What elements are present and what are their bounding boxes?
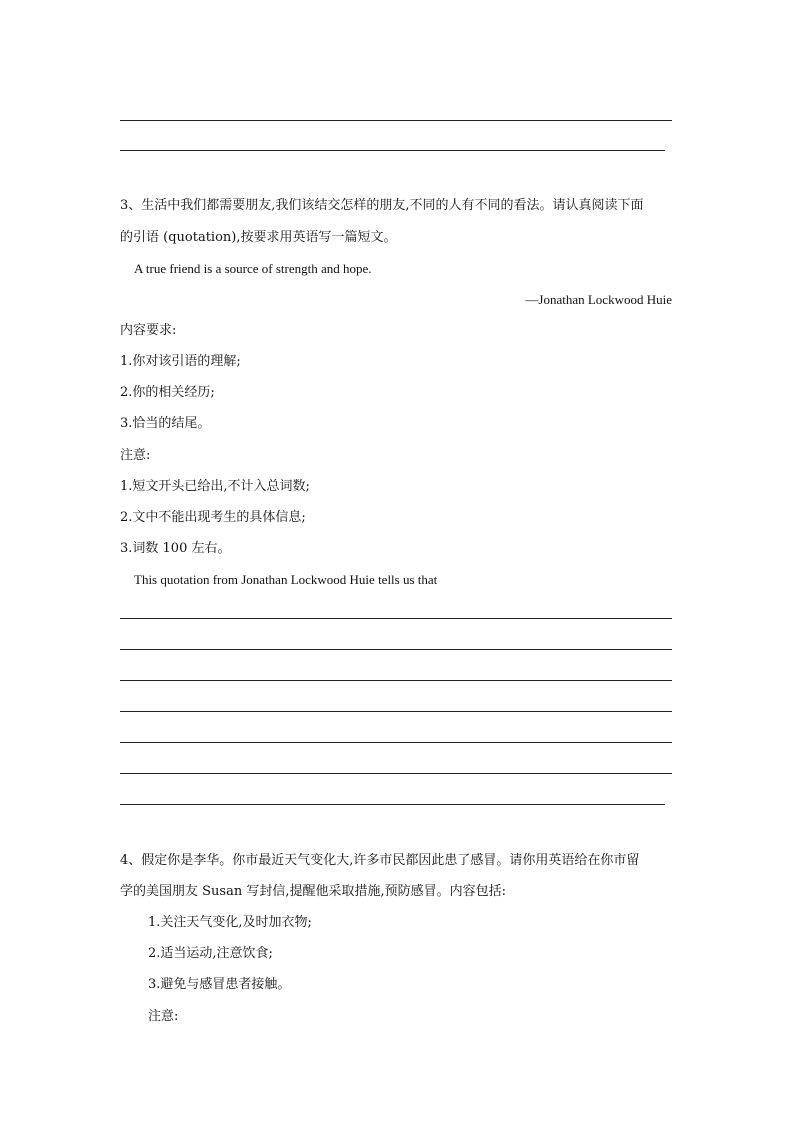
content-requirement-item: 1.你对该引语的理解; (120, 354, 241, 369)
content-requirement-item: 3.恰当的结尾。 (120, 416, 211, 431)
note-item: 2.文中不能出现考生的具体信息; (120, 510, 306, 525)
answer-line[interactable] (120, 150, 665, 151)
answer-line[interactable] (120, 804, 665, 805)
note-item: 3.词数 100 左右。 (120, 541, 231, 556)
question-3-prompt-line1: 3、生活中我们都需要朋友,我们该结交怎样的朋友,不同的人有不同的看法。请认真阅读下面 (120, 198, 644, 213)
answer-line[interactable] (120, 711, 672, 712)
quotation-attribution: —Jonathan Lockwood Huie (525, 292, 672, 307)
question-4-prompt-line2: 学的美国朋友 Susan 写封信,提醒他采取措施,预防感冒。内容包括: (120, 884, 506, 899)
content-requirement-item: 2.你的相关经历; (120, 385, 215, 400)
note-item: 1.短文开头已给出,不计入总词数; (120, 479, 310, 494)
answer-line[interactable] (120, 649, 672, 650)
notes-heading: 注意: (148, 1009, 179, 1024)
question-4-prompt-line1: 4、假定你是李华。你市最近天气变化大,许多市民都因此患了感冒。请你用英语给在你市留 (120, 853, 640, 868)
answer-line[interactable] (120, 120, 672, 121)
notes-heading: 注意: (120, 448, 151, 463)
essay-opening-sentence: This quotation from Jonathan Lockwood Huie tells us that (134, 572, 438, 587)
content-requirements-heading: 内容要求: (120, 323, 177, 338)
answer-line[interactable] (120, 742, 672, 743)
question-3-prompt-line2: 的引语 (quotation),按要求用英语写一篇短文。 (120, 230, 397, 245)
content-item: 3.避免与感冒患者接触。 (148, 977, 291, 992)
answer-line[interactable] (120, 680, 672, 681)
answer-line[interactable] (120, 773, 672, 774)
content-item: 2.适当运动,注意饮食; (148, 946, 273, 961)
quotation: A true friend is a source of strength and hope. (134, 261, 372, 276)
answer-line[interactable] (120, 618, 672, 619)
content-item: 1.关注天气变化,及时加衣物; (148, 915, 312, 930)
